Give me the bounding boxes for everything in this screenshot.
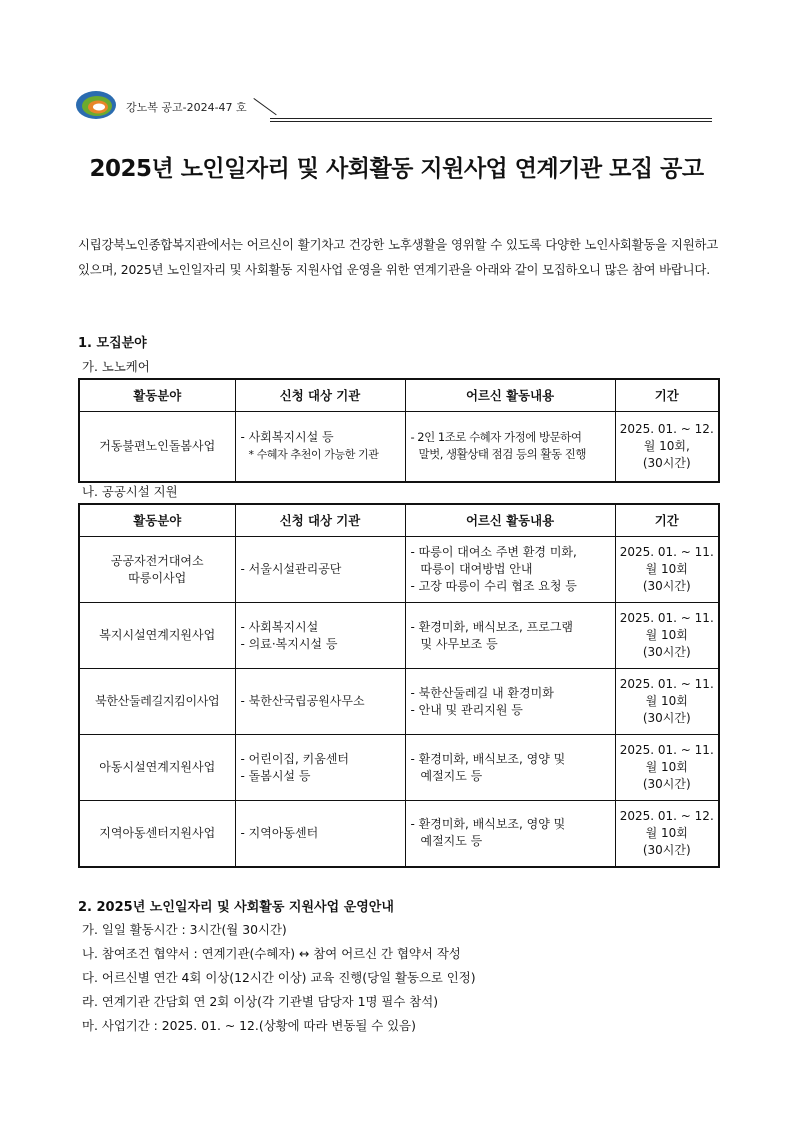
period-cell: 2025. 01. ~ 11. 월 10회 (30시간) (615, 603, 719, 669)
target-cell: - 북한산국립공원사무소 (235, 669, 405, 735)
target-cell: - 사회복지시설 등 * 수혜자 추천이 가능한 기관 (235, 412, 405, 482)
period-cell: 2025. 01. ~ 11. 월 10회 (30시간) (615, 537, 719, 603)
operation-guide-list (82, 918, 476, 1038)
header-activity: 어르신 활동내용 (405, 504, 615, 537)
header-activity: 어르신 활동내용 (405, 379, 615, 412)
activity-cell: - 2인 1조로 수혜자 가정에 방문하여 말벗, 생활상태 점검 등의 활동 진행 (405, 412, 615, 482)
table-row (79, 801, 719, 867)
list-item: 나. 참여조건 협약서 : 연계기관(수혜자) ↔ 참여 어르신 간 협약서 작성 (82, 946, 461, 961)
field-cell: 공공자전거대여소 따릉이사업 (79, 537, 235, 603)
header-target: 신청 대상 기관 (235, 379, 405, 412)
header (74, 88, 712, 124)
table-row (79, 669, 719, 735)
table-row (79, 735, 719, 801)
target-cell: - 사회복지시설 - 의료·복지시설 등 (235, 603, 405, 669)
field-cell: 지역아동센터지원사업 (79, 801, 235, 867)
list-item: 마. 사업기간 : 2025. 01. ~ 12.(상황에 따라 변동될 수 있음) (82, 1018, 416, 1033)
list-item: 라. 연계기관 간담회 연 2회 이상(각 기관별 담당자 1명 필수 참석) (82, 994, 439, 1009)
target-cell: - 지역아동센터 (235, 801, 405, 867)
subsection-b-label: 나. 공공시설 지원 (82, 484, 178, 499)
activity-cell: - 북한산둘레길 내 환경미화 - 안내 및 관리지원 등 (405, 669, 615, 735)
period-cell: 2025. 01. ~ 11. 월 10회 (30시간) (615, 735, 719, 801)
list-item: 가. 일일 활동시간 : 3시간(월 30시간) (82, 922, 287, 937)
activity-cell: - 따릉이 대여소 주변 환경 미화, 따릉이 대여방법 안내 - 고장 따릉이 수리 협조 요청 등 (405, 537, 615, 603)
page-title: 2025년 노인일자리 및 사회활동 지원사업 연계기관 모집 공고 (89, 156, 704, 182)
notice-number: 강노복 공고-2024-47 호 (126, 101, 247, 114)
section-2-heading: 2. 2025년 노인일자리 및 사회활동 지원사업 운영안내 (78, 900, 394, 915)
activity-cell: - 환경미화, 배식보조, 영양 및 예절지도 등 (405, 801, 615, 867)
header-period: 기간 (615, 379, 719, 412)
header-period: 기간 (615, 504, 719, 537)
header-divider-slant (253, 98, 276, 115)
header-field: 활동분야 (79, 379, 235, 412)
table-nono-care (78, 378, 720, 483)
target-cell: - 서울시설관리공단 (235, 537, 405, 603)
period-cell: 2025. 01. ~ 12. 월 10회 (30시간) (615, 801, 719, 867)
field-cell: 거동불편노인돌봄사업 (79, 412, 235, 482)
header-target: 신청 대상 기관 (235, 504, 405, 537)
field-cell: 아동시설연계지원사업 (79, 735, 235, 801)
list-item: 다. 어르신별 연간 4회 이상(12시간 이상) 교육 진행(당일 활동으로 인정) (82, 970, 476, 985)
table-row (79, 603, 719, 669)
period-cell: 2025. 01. ~ 11. 월 10회 (30시간) (615, 669, 719, 735)
table-public-facility (78, 503, 720, 868)
table-row (79, 537, 719, 603)
header-divider-double (270, 121, 712, 122)
header-field: 활동분야 (79, 504, 235, 537)
table-header-row (79, 504, 719, 537)
field-cell: 북한산둘레길지킴이사업 (79, 669, 235, 735)
table-row (79, 412, 719, 482)
field-cell: 복지시설연계지원사업 (79, 603, 235, 669)
section-1-heading: 1. 모집분야 (78, 336, 147, 351)
target-cell: - 어린이집, 키움센터 - 돌봄시설 등 (235, 735, 405, 801)
activity-cell: - 환경미화, 배식보조, 영양 및 예절지도 등 (405, 735, 615, 801)
welfare-center-logo-icon (74, 88, 118, 122)
table-header-row (79, 379, 719, 412)
header-divider (270, 118, 712, 119)
activity-cell: - 환경미화, 배식보조, 프로그램 및 사무보조 등 (405, 603, 615, 669)
period-cell: 2025. 01. ~ 12. 월 10회, (30시간) (615, 412, 719, 482)
intro-paragraph: 시립강북노인종합복지관에서는 어르신이 활기차고 건강한 노후생활을 영위할 수 있도록 다양한 노인사회활동을 지원하고 있으며, 2025년 노인일자리 및 사회활동 지원사업 운영을 위한 연계기관을 아래와 같이 모집하오니 많은 참여 바랍니다. (78, 237, 718, 277)
subsection-a-label: 가. 노노케어 (82, 359, 150, 374)
